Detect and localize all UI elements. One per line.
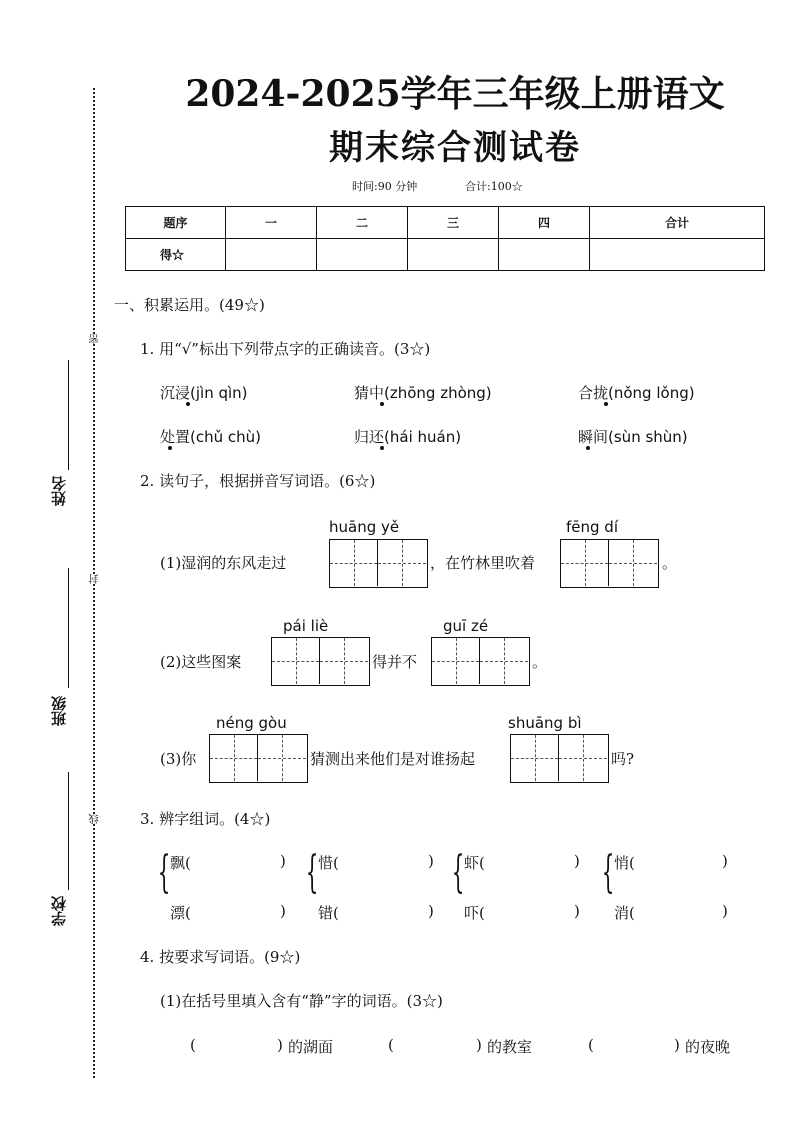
q1-word: 归还 — [354, 428, 385, 446]
score-row-label: 得☆ — [126, 239, 226, 271]
brace: { — [305, 847, 319, 898]
emphasis-dot — [380, 402, 384, 406]
q1-word: 沉浸 — [160, 384, 191, 402]
q3-char-top: 惜( — [318, 854, 339, 872]
question-3-prompt: 3. 辨字组词。(4☆) — [140, 810, 271, 828]
question-2-prompt: 2. 读句子，根据拼音写词语。(6☆) — [140, 472, 376, 490]
school-label: 学校 — [50, 896, 68, 926]
blank-phrase: 的湖面 — [288, 1038, 334, 1056]
q1-word: 合拢 — [578, 384, 609, 402]
q1-options[interactable]: (sùn shùn) — [608, 428, 688, 446]
q1-item[interactable] — [578, 426, 688, 447]
q1-item[interactable] — [354, 426, 461, 447]
pinyin-hint: fēng dí — [566, 518, 618, 536]
q3-char-bottom: 漂( — [170, 904, 191, 922]
score-cell-header: 合计 — [590, 207, 765, 239]
q3-close-paren: ) — [574, 852, 580, 870]
emphasis-dot — [186, 402, 190, 406]
q1-options[interactable]: (jìn qìn) — [190, 384, 248, 402]
sentence-suffix: 。 — [662, 554, 678, 572]
question-4-sub1: (1)在括号里填入含有“静”字的词语。(3☆) — [160, 992, 443, 1010]
pinyin-hint: néng gòu — [216, 714, 287, 732]
score-cell-header: 一 — [226, 207, 317, 239]
q3-close-paren: ) — [722, 902, 728, 920]
brace: { — [451, 847, 465, 898]
score-input-cell[interactable] — [408, 239, 499, 271]
open-paren: ( — [588, 1036, 594, 1054]
pinyin-hint: shuāng bì — [508, 714, 582, 732]
emphasis-dot — [168, 446, 172, 450]
close-paren: ) — [476, 1036, 482, 1054]
seal-mark-mi: 密 — [90, 334, 101, 344]
q1-item[interactable] — [160, 382, 248, 403]
open-paren: ( — [388, 1036, 394, 1054]
q1-options[interactable]: (chǔ chù) — [190, 428, 262, 446]
blank-phrase: 的教室 — [487, 1038, 533, 1056]
score-table-score-row — [126, 239, 765, 271]
q3-char-top: 飘( — [170, 854, 191, 872]
score-table-header-row — [126, 207, 765, 239]
sentence-suffix: 吗? — [611, 750, 635, 768]
tianzige-answer-box[interactable] — [431, 637, 530, 686]
emphasis-dot — [604, 402, 608, 406]
pinyin-hint: guī zé — [443, 617, 489, 635]
q3-close-paren: ) — [280, 902, 286, 920]
q1-item[interactable] — [578, 382, 695, 403]
q1-options[interactable]: (nǒng lǒng) — [608, 384, 695, 402]
close-paren: ) — [674, 1036, 680, 1054]
seal-mark-xian: 线 — [90, 814, 101, 824]
exam-time: 时间:90 分钟 — [352, 180, 418, 193]
q3-char-bottom: 消( — [614, 904, 635, 922]
q1-options[interactable]: (zhōng zhòng) — [384, 384, 492, 402]
q3-char-bottom: 错( — [318, 904, 339, 922]
close-paren: ) — [277, 1036, 283, 1054]
q1-word: 瞬间 — [578, 428, 609, 446]
q3-close-paren: ) — [428, 902, 434, 920]
score-input-cell[interactable] — [317, 239, 408, 271]
q3-char-bottom: 吓( — [464, 904, 485, 922]
score-input-cell[interactable] — [226, 239, 317, 271]
section-heading: 一、积累运用。(49☆) — [114, 296, 265, 314]
q3-char-top: 悄( — [614, 854, 635, 872]
q1-word: 猜中 — [354, 384, 385, 402]
q1-options[interactable]: (hái huán) — [384, 428, 462, 446]
q1-item[interactable] — [354, 382, 492, 403]
sentence-prefix: (3)你 — [160, 750, 197, 768]
tianzige-answer-box[interactable] — [209, 734, 308, 783]
name-blank-line — [68, 360, 69, 470]
class-label: 班级 — [50, 696, 68, 726]
page-title: 2024-2025学年三年级上册语文 — [185, 73, 725, 115]
question-4-prompt: 4. 按要求写词语。(9☆) — [140, 948, 301, 966]
score-input-cell[interactable] — [590, 239, 765, 271]
emphasis-dot — [586, 446, 590, 450]
question-1-prompt: 1. 用“√”标出下列带点字的正确读音。(3☆) — [140, 340, 431, 358]
page-subtitle: 期末综合测试卷 — [329, 128, 581, 168]
brace: { — [601, 847, 615, 898]
open-paren: ( — [190, 1036, 196, 1054]
class-blank-line — [68, 568, 69, 688]
score-cell-header: 三 — [408, 207, 499, 239]
score-cell-header: 二 — [317, 207, 408, 239]
score-table — [125, 206, 765, 271]
pinyin-hint: huāng yě — [329, 518, 400, 536]
sentence-middle: 猜测出来他们是对谁扬起 — [310, 750, 476, 768]
pinyin-hint: pái liè — [283, 617, 329, 635]
q3-char-top: 虾( — [464, 854, 485, 872]
exam-total: 合计:100☆ — [465, 180, 523, 193]
q3-close-paren: ) — [722, 852, 728, 870]
school-blank-line — [68, 772, 69, 890]
score-input-cell[interactable] — [499, 239, 590, 271]
score-cell-header: 题序 — [126, 207, 226, 239]
sentence-prefix: (1)湿润的东风走过 — [160, 554, 287, 572]
name-label: 姓名 — [50, 476, 68, 506]
q3-close-paren: ) — [428, 852, 434, 870]
seal-mark-feng: 封 — [90, 574, 101, 584]
sentence-suffix: 。 — [532, 653, 548, 671]
tianzige-answer-box[interactable] — [329, 539, 428, 588]
sentence-middle: 得并不 — [372, 653, 418, 671]
tianzige-answer-box[interactable] — [271, 637, 370, 686]
emphasis-dot — [380, 446, 384, 450]
blank-phrase: 的夜晚 — [685, 1038, 731, 1056]
tianzige-answer-box[interactable] — [560, 539, 659, 588]
sentence-prefix: (2)这些图案 — [160, 653, 242, 671]
tianzige-answer-box[interactable] — [510, 734, 609, 783]
q3-close-paren: ) — [280, 852, 286, 870]
score-cell-header: 四 — [499, 207, 590, 239]
q1-word: 处置 — [160, 428, 191, 446]
sentence-middle: ，在竹林里吹着 — [430, 554, 536, 572]
q3-close-paren: ) — [574, 902, 580, 920]
q1-item[interactable] — [160, 426, 261, 447]
brace: { — [157, 847, 171, 898]
